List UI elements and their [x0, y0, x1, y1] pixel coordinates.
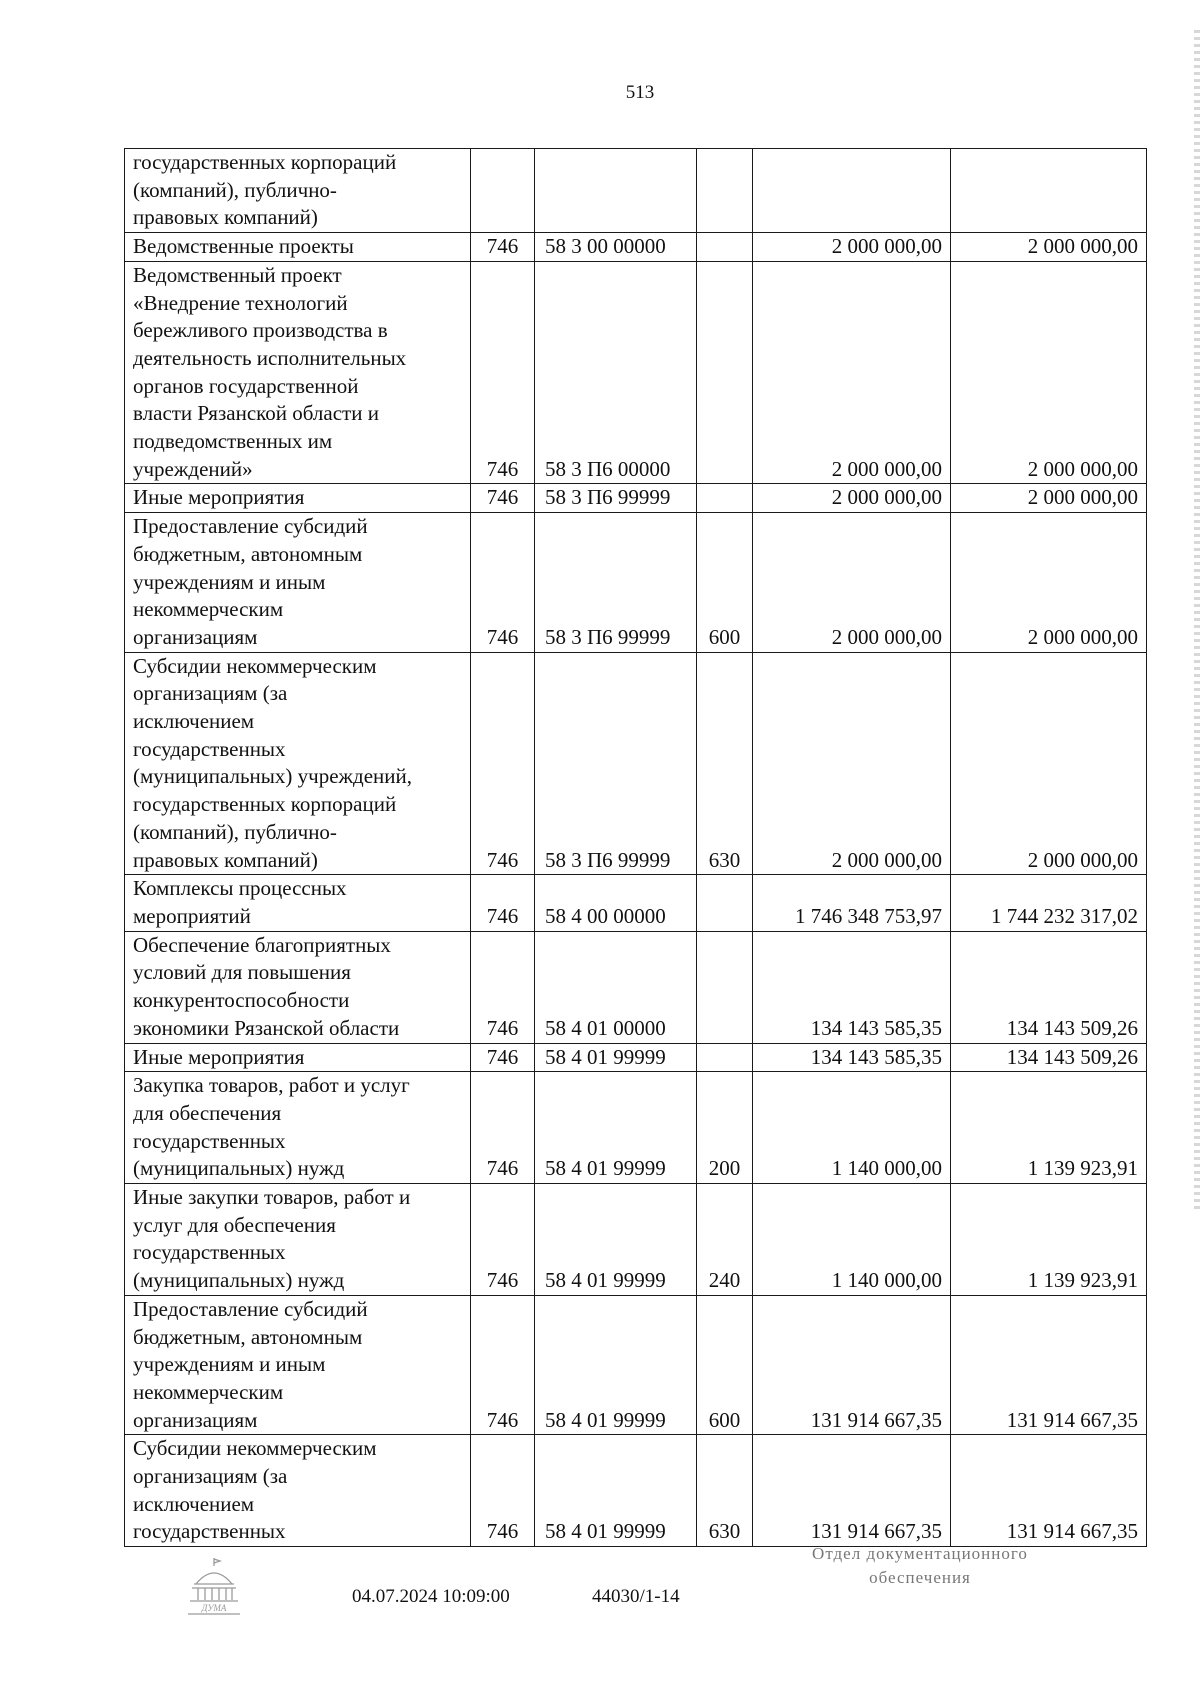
row-name-text: Субсидии некоммерческим организациям (за исключением государственных (муниципальных) учреждений, государственных корпораций (компаний), публично- правовых компаний) — [133, 653, 412, 872]
cell-name — [125, 1072, 471, 1184]
table-row — [125, 261, 1147, 484]
cell-name — [125, 652, 471, 875]
cell-name — [125, 931, 471, 1043]
cell-sum-1: 131 914 667,35 — [753, 1435, 951, 1547]
cell-sum-1: 1 140 000,00 — [753, 1072, 951, 1184]
cell-vr: 600 — [697, 513, 753, 653]
cell-ved — [471, 149, 535, 233]
cell-sum-1: 131 914 667,35 — [753, 1295, 951, 1435]
stamp-line-2: обеспечения — [869, 1568, 971, 1587]
row-name-text: Закупка товаров, работ и услуг для обеспечения государственных (муниципальных) нужд — [133, 1073, 410, 1181]
cell-ved: 746 — [471, 513, 535, 653]
cell-vr — [697, 484, 753, 513]
footer-datetime: 04.07.2024 10:09:00 — [352, 1586, 510, 1607]
cell-sum-2: 131 914 667,35 — [951, 1295, 1147, 1435]
cell-sum-2: 134 143 509,26 — [951, 1043, 1147, 1072]
table-row — [125, 1072, 1147, 1184]
cell-ved: 746 — [471, 1295, 535, 1435]
cell-sum-2: 2 000 000,00 — [951, 513, 1147, 653]
cell-sum-1: 134 143 585,35 — [753, 931, 951, 1043]
cell-sum-2: 2 000 000,00 — [951, 484, 1147, 513]
cell-ved: 746 — [471, 931, 535, 1043]
department-stamp — [770, 1542, 1070, 1590]
cell-sum-2: 2 000 000,00 — [951, 261, 1147, 484]
cell-sum-1 — [753, 149, 951, 233]
cell-vr — [697, 1043, 753, 1072]
cell-sum-2: 134 143 509,26 — [951, 931, 1147, 1043]
cell-vr — [697, 875, 753, 931]
cell-ved: 746 — [471, 233, 535, 262]
duma-building-icon — [186, 1556, 242, 1616]
budget-table — [124, 148, 1147, 1547]
cell-sum-1: 2 000 000,00 — [753, 261, 951, 484]
cell-sum-2: 1 139 923,91 — [951, 1072, 1147, 1184]
cell-csr: 58 3 П6 99999 — [535, 484, 697, 513]
cell-name — [125, 1184, 471, 1296]
cell-vr — [697, 931, 753, 1043]
row-name-text: государственных корпораций (компаний), публично- правовых компаний) — [133, 150, 397, 230]
cell-name — [125, 1295, 471, 1435]
cell-ved: 746 — [471, 1072, 535, 1184]
row-name-text: Предоставление субсидий бюджетным, автономным учреждениям и иным некоммерческим организациям — [133, 514, 368, 649]
cell-sum-2 — [951, 149, 1147, 233]
cell-vr: 200 — [697, 1072, 753, 1184]
cell-csr: 58 3 П6 99999 — [535, 513, 697, 653]
scan-edge-artifact — [1194, 30, 1200, 1210]
cell-vr — [697, 261, 753, 484]
stamp-line-1: Отдел документационного — [812, 1544, 1028, 1563]
cell-sum-1: 134 143 585,35 — [753, 1043, 951, 1072]
row-name-text: Иные закупки товаров, работ и услуг для обеспечения государственных (муниципальных) нужд — [133, 1185, 411, 1293]
table-row — [125, 1295, 1147, 1435]
cell-csr — [535, 149, 697, 233]
cell-name — [125, 1043, 471, 1072]
table-row — [125, 931, 1147, 1043]
cell-name — [125, 513, 471, 653]
row-name-text: Комплексы процессных мероприятий — [133, 876, 347, 928]
cell-name — [125, 1435, 471, 1547]
cell-sum-1: 2 000 000,00 — [753, 484, 951, 513]
cell-csr: 58 3 П6 99999 — [535, 652, 697, 875]
row-name-text: Ведомственные проекты — [133, 234, 354, 259]
table-row — [125, 513, 1147, 653]
cell-name — [125, 149, 471, 233]
cell-sum-1: 2 000 000,00 — [753, 513, 951, 653]
page-number: 513 — [625, 82, 655, 103]
cell-sum-2: 1 139 923,91 — [951, 1184, 1147, 1296]
cell-csr: 58 3 00 00000 — [535, 233, 697, 262]
cell-csr: 58 4 01 99999 — [535, 1184, 697, 1296]
table-body — [125, 149, 1147, 1547]
table-row — [125, 875, 1147, 931]
table-row — [125, 233, 1147, 262]
table-row — [125, 652, 1147, 875]
cell-ved: 746 — [471, 1184, 535, 1296]
cell-sum-2: 2 000 000,00 — [951, 652, 1147, 875]
cell-sum-1: 2 000 000,00 — [753, 233, 951, 262]
row-name-text: Обеспечение благоприятных условий для повышения конкурентоспособности экономики Рязанской области — [133, 932, 400, 1040]
cell-sum-1: 1 140 000,00 — [753, 1184, 951, 1296]
row-name-text: Иные мероприятия — [133, 485, 305, 510]
row-name-text: Предоставление субсидий бюджетным, автономным учреждениям и иным некоммерческим организациям — [133, 1296, 368, 1432]
cell-vr — [697, 149, 753, 233]
svg-text:ДУМА: ДУМА — [201, 1603, 227, 1613]
cell-name — [125, 484, 471, 513]
cell-ved: 746 — [471, 652, 535, 875]
cell-csr: 58 4 01 99999 — [535, 1295, 697, 1435]
cell-ved: 746 — [471, 484, 535, 513]
cell-sum-2: 1 744 232 317,02 — [951, 875, 1147, 931]
cell-sum-2: 131 914 667,35 — [951, 1435, 1147, 1547]
cell-sum-1: 2 000 000,00 — [753, 652, 951, 875]
cell-csr: 58 4 00 00000 — [535, 875, 697, 931]
cell-name — [125, 233, 471, 262]
table-row — [125, 484, 1147, 513]
cell-csr: 58 4 01 99999 — [535, 1435, 697, 1547]
cell-csr: 58 4 01 99999 — [535, 1072, 697, 1184]
cell-sum-2: 2 000 000,00 — [951, 233, 1147, 262]
cell-vr: 630 — [697, 652, 753, 875]
cell-vr: 240 — [697, 1184, 753, 1296]
footer-document-number: 44030/1-14 — [592, 1586, 680, 1607]
cell-name — [125, 261, 471, 484]
cell-ved: 746 — [471, 261, 535, 484]
row-name-text: Ведомственный проект «Внедрение технологий бережливого производства в деятельность исполнительных органов государственной власти Рязанской области и подведомственных им учреждений» — [133, 262, 407, 481]
cell-vr — [697, 233, 753, 262]
cell-sum-1: 1 746 348 753,97 — [753, 875, 951, 931]
cell-ved: 746 — [471, 1435, 535, 1547]
cell-name — [125, 875, 471, 931]
table-row — [125, 1043, 1147, 1072]
table-row — [125, 1435, 1147, 1547]
cell-csr: 58 4 01 99999 — [535, 1043, 697, 1072]
cell-csr: 58 4 01 00000 — [535, 931, 697, 1043]
cell-vr: 600 — [697, 1295, 753, 1435]
table-row — [125, 149, 1147, 233]
row-name-text: Иные мероприятия — [133, 1044, 305, 1069]
row-name-text: Субсидии некоммерческим организациям (за исключением государственных — [133, 1436, 377, 1544]
cell-ved: 746 — [471, 875, 535, 931]
cell-csr: 58 3 П6 00000 — [535, 261, 697, 484]
cell-vr: 630 — [697, 1435, 753, 1547]
cell-ved: 746 — [471, 1043, 535, 1072]
table-row — [125, 1184, 1147, 1296]
